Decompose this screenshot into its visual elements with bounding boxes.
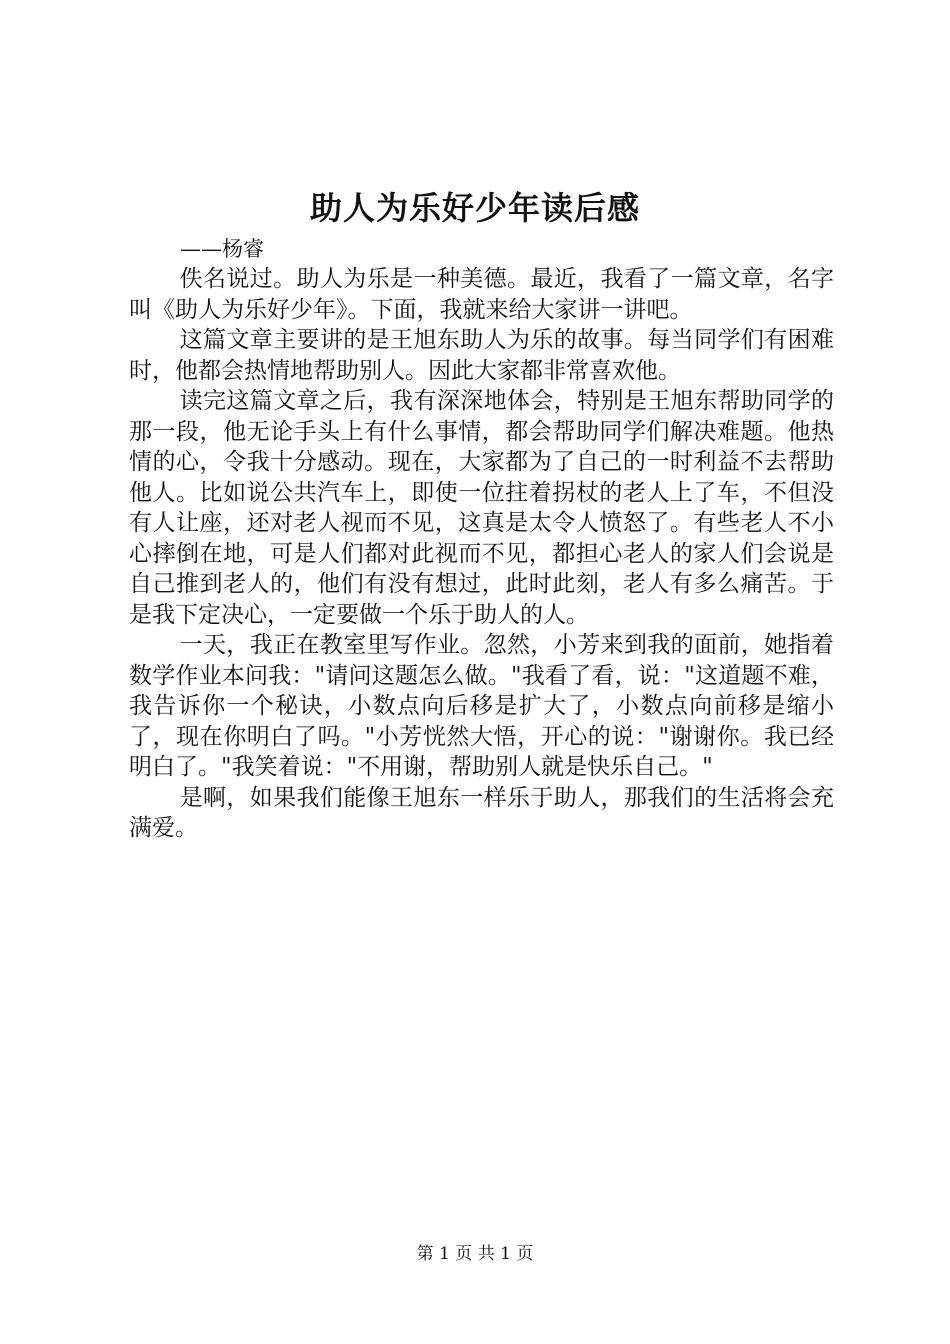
paragraph: 是啊，如果我们能像王旭东一样乐于助人，那我们的生活将会充满爱。 <box>129 784 834 841</box>
paragraph: 一天，我正在教室里写作业。忽然，小芳来到我的面前，她指着数学作业本问我："请问这题怎么做。"我看了看，说："这道题不难，我告诉你一个秘诀，小数点向后移是扩大了，小数点向前移是缩小了，现在你明白了吗。"小芳恍然大悟，开心的说："谢谢你。我已经明白了。"我笑着说："不用谢，帮助别人就是快乐自己。" <box>129 632 834 780</box>
article-body <box>129 264 834 844</box>
document-title: 助人为乐好少年读后感 <box>309 189 640 227</box>
paragraph: 佚名说过。助人为乐是一种美德。最近，我看了一篇文章，名字叫《助人为乐好少年》。下面，我就来给大家讲一讲吧。 <box>129 266 834 323</box>
paragraph: 读完这篇文章之后，我有深深地体会，特别是王旭东帮助同学的那一段，他无论手头上有什么事情，都会帮助同学们解决难题。他热情的心，令我十分感动。现在，大家都为了自己的一时利益不去帮助他人。比如说公共汽车上，即使一位拄着拐杖的老人上了车，不但没有人让座，还对老人视而不见，这真是太令人愤怒了。有些老人不小心摔倒在地，可是人们都对此视而不见，都担心老人的家人们会说是自己推到老人的，他们有没有想过，此时此刻，老人有多么痛苦。于是我下定决心，一定要做一个乐于助人的人。 <box>129 388 834 628</box>
paragraph: 这篇文章主要讲的是王旭东助人为乐的故事。每当同学们有困难时，他都会热情地帮助别人。因此大家都非常喜欢他。 <box>129 327 834 384</box>
page-footer: 第 1 页 共 1 页 <box>416 1244 534 1264</box>
author-line: ——杨睿 <box>180 237 264 261</box>
